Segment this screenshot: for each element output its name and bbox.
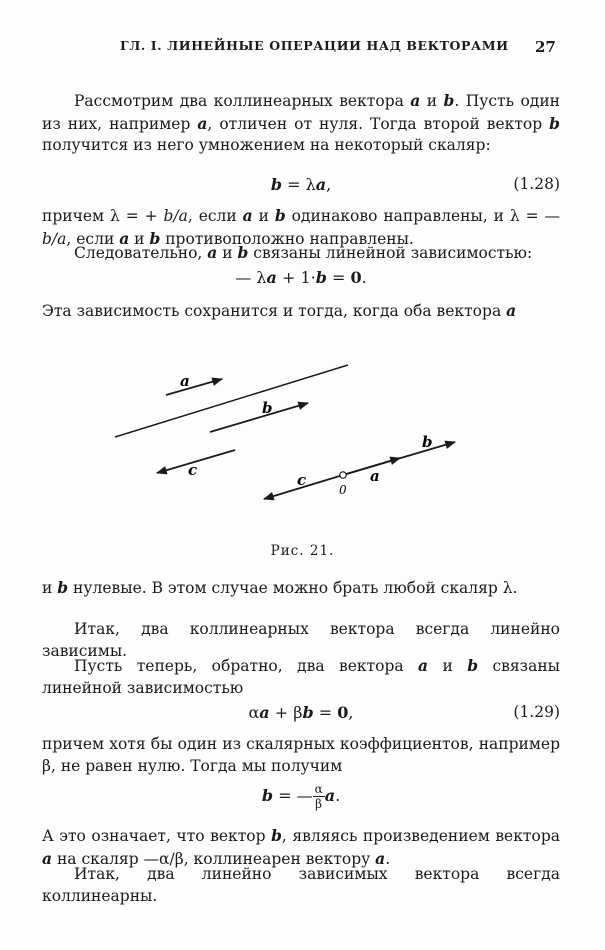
paragraph-9: А это означает, что вектор b, являясь произведением вектора a на скаляр —α/β, коллинеарен вектору a.: [42, 826, 560, 868]
label-b-right: b: [422, 433, 433, 451]
equation-1-29: αa + βb = 0,: [248, 703, 354, 722]
equation-number-1-28: (1.28): [513, 175, 560, 193]
vector-b-middle: [210, 403, 308, 432]
paragraph-1: Рассмотрим два коллинеарных вектора a и b. Пусть один из них, например a, отличен от нуля. Тогда второй вектор b получится из него умножением на некоторый скаляр:: [42, 91, 561, 154]
equation-b-fraction: b = — $\frac{\alpha}{\beta}$ a.: [261, 782, 341, 811]
paragraph-6: Итак, два коллинеарных вектора всегда линейно зависимы.: [42, 620, 560, 660]
origin-point: [340, 472, 346, 478]
paragraph-7: Пусть теперь, обратно, два вектора a и b связаны линейной зависимостью: [42, 656, 561, 697]
paragraph-4: Эта зависимость сохранится и тогда, когда оба вектора a: [42, 301, 517, 320]
paragraph-2: причем λ = + b/a, если a и b одинаково направлены, и λ = — b/a, если a и b противоположно направлены.: [42, 206, 560, 248]
paragraph-5: и b нулевые. В этом случае можно брать любой скаляр λ.: [42, 578, 518, 597]
label-b-middle: b: [262, 399, 273, 417]
label-a-right: a: [370, 467, 380, 485]
fraction-alpha-beta: $\frac{\alpha}{\beta}$: [314, 782, 323, 811]
figure-caption: Рис. 21.: [270, 543, 335, 559]
equation-1-28: b = λa,: [270, 175, 332, 194]
vector-a-top: [166, 379, 222, 395]
label-c-left: c: [188, 461, 198, 479]
page-number: 27: [535, 38, 556, 56]
paragraph-8: причем хотя бы один из скалярных коэффициентов, например β, не равен нулю. Тогда мы получим: [42, 735, 560, 775]
figure-21: [100, 355, 470, 515]
label-origin: 0: [339, 483, 347, 497]
paragraph-3: Следовательно, a и b связаны линейной зависимостью:: [74, 243, 533, 262]
equation-number-1-29: (1.29): [513, 703, 560, 721]
paragraph-10: Итак, два линейно зависимых вектора всегда коллинеарны.: [42, 865, 560, 905]
label-a-top: a: [180, 372, 190, 390]
label-c-right: c: [297, 471, 307, 489]
equation-linear: — λa + 1·b = 0.: [235, 268, 367, 287]
running-header: ГЛ. I. ЛИНЕЙНЫЕ ОПЕРАЦИИ НАД ВЕКТОРАМИ: [120, 38, 509, 53]
